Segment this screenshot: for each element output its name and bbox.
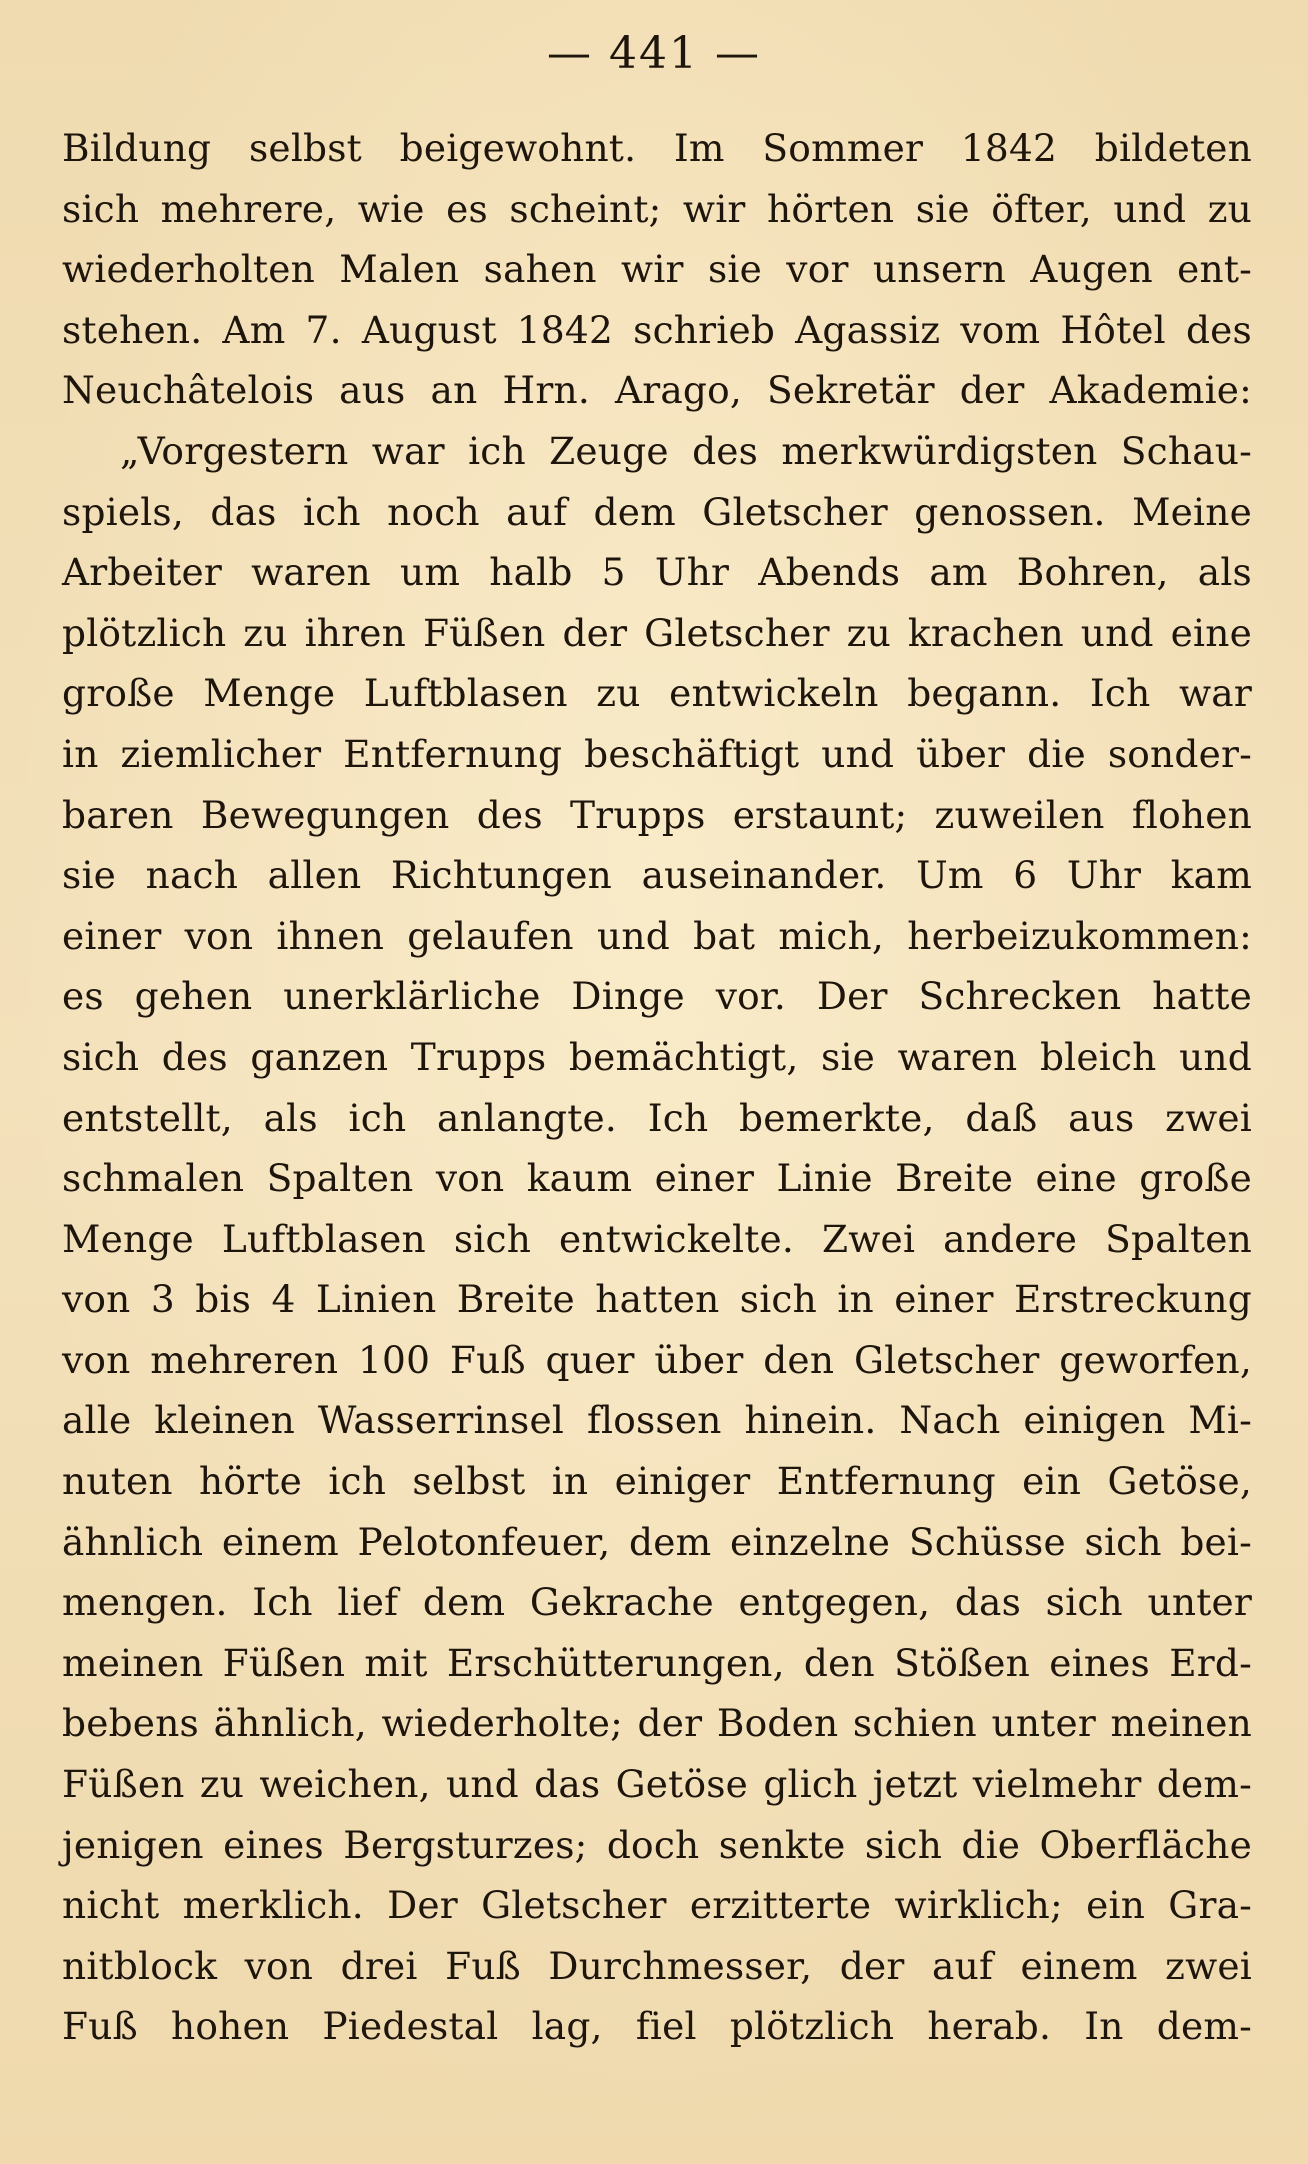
text-line: es gehen unerklärliche Dinge vor. Der Schrecken hatte (62, 974, 1252, 1019)
text-line: sich mehrere, wie es scheint; wir hörten sie öfter, und zu (62, 186, 1252, 231)
text-line: große Menge Luftblasen zu entwickeln begann. Ich war (62, 671, 1252, 716)
text-line: schmalen Spalten von kaum einer Linie Breite eine große (62, 1156, 1252, 1201)
text-line: sie nach allen Richtungen auseinander. Um 6 Uhr kam (62, 853, 1252, 898)
text-line: nicht merklich. Der Gletscher erzitterte wirklich; ein Gra- (62, 1883, 1252, 1928)
text-line: alle kleinen Wasserrinsel flossen hinein. Nach einigen Mi- (62, 1398, 1252, 1443)
text-line: „Vorgestern war ich Zeuge des merkwürdigsten Schau- (120, 428, 1252, 473)
text-line: plötzlich zu ihren Füßen der Gletscher zu krachen und eine (62, 610, 1252, 655)
text-line: mengen. Ich lief dem Gekrache entgegen, das sich unter (62, 1580, 1252, 1625)
text-line: bebens ähnlich, wiederholte; der Boden schien unter meinen (62, 1701, 1252, 1746)
text-line: entstellt, als ich anlangte. Ich bemerkte, daß aus zwei (62, 1095, 1252, 1140)
text-line: wiederholten Malen sahen wir sie vor unsern Augen ent- (62, 247, 1252, 292)
text-line: Fuß hohen Piedestal lag, fiel plötzlich herab. In dem- (62, 2004, 1252, 2049)
text-line: nuten hörte ich selbst in einiger Entfernung ein Getöse, (62, 1459, 1252, 1504)
page-number: — 441 — (547, 28, 761, 79)
text-line: Bildung selbst beigewohnt. Im Sommer 1842 bildeten (62, 126, 1252, 170)
text-line: von mehreren 100 Fuß quer über den Gletscher geworfen, (62, 1337, 1252, 1382)
page-body-text (62, 118, 1252, 2057)
text-line: Arbeiter waren um halb 5 Uhr Abends am Bohren, als (62, 550, 1252, 595)
text-line: jenigen eines Bergsturzes; doch senkte sich die Oberfläche (62, 1822, 1252, 1867)
text-line: sich des ganzen Trupps bemächtigt, sie waren bleich und (62, 1034, 1252, 1079)
text-line: stehen. Am 7. August 1842 schrieb Agassiz vom Hôtel des (62, 307, 1252, 352)
text-line: von 3 bis 4 Linien Breite hatten sich in einer Erstreckung (62, 1277, 1252, 1322)
text-line: meinen Füßen mit Erschütterungen, den Stößen eines Erd- (62, 1640, 1252, 1685)
text-line: in ziemlicher Entfernung beschäftigt und über die sonder- (62, 731, 1252, 776)
text-line: Menge Luftblasen sich entwickelte. Zwei andere Spalten (62, 1216, 1252, 1261)
text-line: ähnlich einem Pelotonfeuer, dem einzelne Schüsse sich bei- (62, 1519, 1252, 1564)
text-line: Neuchâtelois aus an Hrn. Arago, Sekretär der Akademie: (62, 368, 1252, 413)
text-line: baren Bewegungen des Trupps erstaunt; zuweilen flohen (62, 792, 1252, 837)
text-line: spiels, das ich noch auf dem Gletscher genossen. Meine (62, 489, 1252, 534)
text-line: einer von ihnen gelaufen und bat mich, herbeizukommen: (62, 913, 1252, 958)
text-line: nitblock von drei Fuß Durchmesser, der auf einem zwei (62, 1943, 1252, 1988)
text-line: Füßen zu weichen, und das Getöse glich jetzt vielmehr dem- (62, 1762, 1252, 1807)
